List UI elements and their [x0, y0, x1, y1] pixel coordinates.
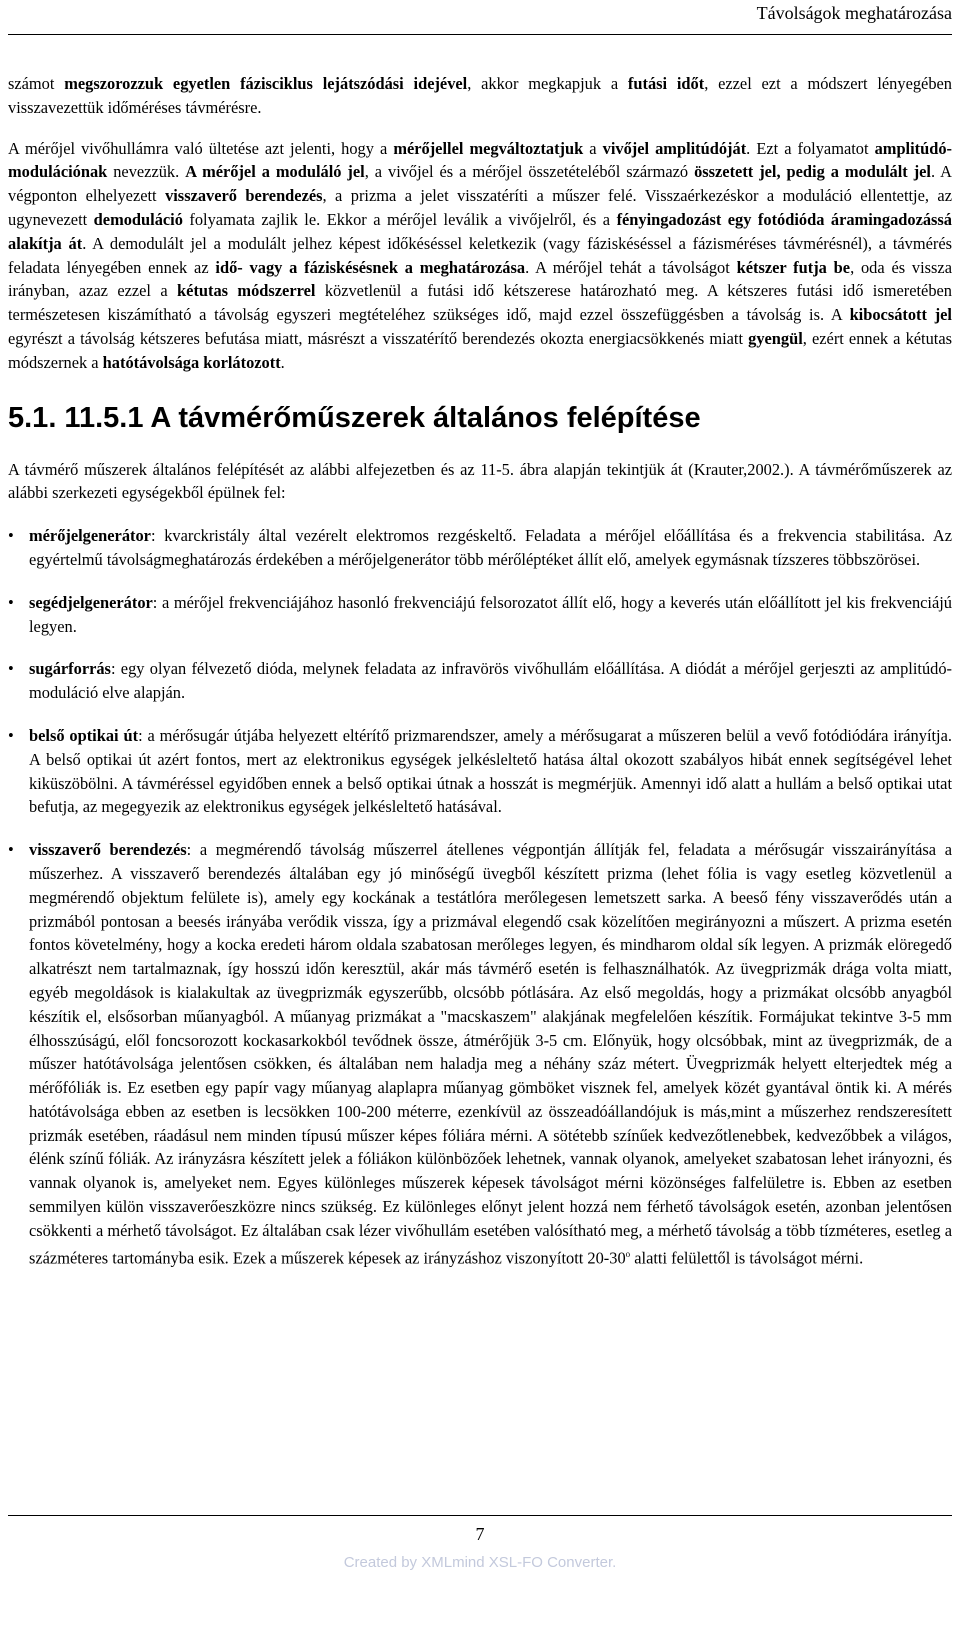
text-run: . A mérőjel tehát a távolságot [525, 257, 737, 277]
page-header [8, 0, 952, 35]
bold-term: gyengül [748, 328, 803, 348]
bold-term: segédjelgenerátor [29, 592, 153, 612]
bold-term: demoduláció [93, 209, 183, 229]
text-run: számot [8, 74, 65, 93]
bold-term: mérőjellel megváltoztatjuk [393, 138, 584, 158]
component-list [8, 524, 952, 1270]
list-item [8, 524, 952, 572]
superscript-text: o [625, 1248, 631, 1259]
text-run: A mérőjel vivőhullámra való ültetése azt jelenti, hogy a [8, 138, 394, 158]
bold-term: belső optikai út [29, 725, 139, 745]
text-run: a [583, 138, 603, 158]
generator-credit: Created by XMLmind XSL-FO Converter. [343, 1554, 617, 1571]
text-run: . A demodulált jel a modulált jelhez képest időkéséssel keletkezik (vagy fáziskéséssel a fázisméréses távmérésnél), a távmérés feladata lényegében ennek az [8, 233, 952, 277]
list-item [8, 591, 952, 639]
bold-term: sugárforrás [29, 659, 111, 679]
text-run: , a vivőjel és a mérőjel összetételéből származó [364, 162, 695, 182]
bold-term: amplitúdó-modulációnak [8, 138, 953, 182]
text-run: folyamata zajlik le. Ekkor a mérőjel leválik a vivőjelről, és a [182, 209, 617, 229]
text-run: közvetlenül a futási idő kétszerese határozható meg. A kétszeres futási idő ismeretében természetesen kiszámítható a távolság egyszeri megtételéhez szükséges idő, majd ezzel összefüggésben a távolság is. A [8, 281, 952, 325]
list-item [8, 657, 952, 705]
text-run: : a mérőjel frekvenciájához hasonló frekvenciájú felsorozatot állít elő, hogy a keverés után előállított jel kis frekvenciájú legyen. [29, 592, 952, 636]
text-run: alatti felülettől is távolságot mérni. [630, 1248, 864, 1268]
text-run: . Ezt a folyamatot [746, 138, 875, 158]
text-run: , ezért ennek a kétutas módszernek a [8, 328, 952, 372]
bold-term: futási időt [627, 74, 705, 93]
bold-term: kibocsátott jel [849, 305, 952, 325]
text-run: : egy olyan félvezető dióda, melynek feladata az infravörös vivőhullám előállítása. A diódát a mérőjel gerjeszti az amplitúdó-moduláció elve alapján. [29, 659, 952, 703]
bold-term: A mérőjel a moduláló jel [185, 162, 365, 182]
bold-term: visszaverő berendezés [165, 186, 323, 206]
page-content [8, 72, 952, 1270]
bullet-icon: • [8, 592, 14, 612]
bold-term: idő- vagy a fáziskésésnek a meghatározása [215, 257, 526, 277]
text-run: , a prizma a jelet visszatéríti a műszer felé. Visszaérkezéskor a moduláció ellentettje, az ugynevezett [8, 186, 952, 229]
bold-term: fényingadozást egy fotódióda áramingadozássá alakítja át [8, 209, 953, 253]
bold-term: kétutas módszerrel [177, 281, 316, 301]
text-run: egyrészt a távolság kétszeres befutása miatt, másrészt a visszatérítő berendezés okozta energiacsökkenés miatt [8, 328, 749, 348]
paragraph-continuation [8, 72, 952, 120]
bullet-icon: • [8, 840, 14, 860]
page-number: 7 [475, 1524, 485, 1544]
paragraph-modulation [8, 137, 952, 375]
bold-term: mérőjelgenerátor [29, 526, 151, 546]
bold-term: hatótávolsága korlátozott [102, 352, 281, 372]
text-run: nevezzük. [107, 162, 186, 182]
bold-term: kétszer futja be [736, 257, 851, 277]
text-run: . [280, 352, 285, 372]
bold-term: visszaverő berendezés [29, 840, 187, 860]
text-run: , oda és vissza irányban, azaz ezzel a [8, 257, 952, 301]
text-run: , akkor megkapjuk a [467, 74, 628, 93]
bold-term: megszorozzuk egyetlen fázisciklus lejátszódási idejével [64, 74, 468, 93]
bullet-icon: • [8, 659, 14, 679]
text-run: : a megmérendő távolság műszerrel átellenes végpontján állítják fel, feladata a mérősugár visszairányítása a műszerhez. A visszaverő berendezés általában egy jó minőségű üvegből készített prizma (lehet fólia is vagy esetleg közvetlenül a megmérendő objektum felülete is), amely egy kockának a testátlóra merőlegesen lemetszett sarka. A beeső fény visszaverődés után a prizmából pontosan a beesés irányába verődik vissza, így a prizmával elegendő csak közelítően megirányozni a műszert. A prizma esetén fontos követelmény, hogy a kocka eredeti három oldala szabatosan merőleges legyen, és mindharom oldal sík legyen. A prizmák elöregedő alkatrészt nem tartalmaznak, így hosszú időn keresztül, akár más távmérő esetén is felhasználhatók. Az üvegprizmák drága volta miatt, egyéb megoldások is kialakultak az üvegprizmák egyszerűbb, olcsóbb pótlására. Az első megoldás, hogy a prizmákat olcsóbb anyagból készítik el, elsősorban műanyagból. A műanyag prizmákat a "macskaszem" alakjának megfelelően készítik. Formájukat tekintve 3-5 mm élhosszúságú, elől foncsorozott kockasarkokból tevődnek össze, átmérőjük 3-5 cm. Előnyük, hogy olcsóbbak, mint az üvegprizmák, de a műszer hatótávolsága jelentősen csökken, és általában nem haladja meg a néhány száz métert. Üvegprizmák helyett elterjedtek még a mérőfóliák is. Ez esetben egy papír vagy műanyag alaplapra műanyag gömböket visznek fel, amelyek közét gyantával öntik ki. A mérés hatótávolsága ebben az esetben is lecsökken 100-200 méterre, ezenkívül az összeadóállandójuk is más,mint a műszerhez rendszeresített prizmák esetében, ráadásul nem minden típusú műszer képes fóliára mérni. A sötétebb színűek kedvezőtlenebbek, kedvezőbbek a világos, élénk színű fóliák. Az irányzásra készített jelek a fóliákon különbözőek lehetnek, vannak olyanok, amelyeket szabatosan lehet irányozni, és vannak olyanok is, amelyeket nem. Egyes különleges műszerek képesek távolságot mérni közönséges falfelületre is. Ebben az esetben semmilyen külön visszaverőeszközre nincs szükség. Ez különleges előnyt jelent hozzá nem férhető távolságok esetén, azonban jelentősen csökkenti a mérhető távolságot. Ez általában csak lézer vivőhullám esetében valósítható meg, a mérhető távolság a több tízméteres, esetleg a százméteres tartományba esik. Ezek a műszerek képesek az irányzáshoz viszonyított 20-30 [29, 840, 952, 1268]
list-item [8, 838, 952, 1270]
page-footer [8, 1515, 952, 1571]
bullet-icon: • [8, 725, 14, 745]
list-item [8, 724, 952, 819]
text-run: , ezzel ezt a módszert lényegében visszavezettük időméréses távmérésre. [8, 74, 952, 117]
bullet-icon: • [8, 526, 14, 546]
section-intro: A távmérő műszerek általános felépítését az alábbi alfejezetben és az 11-5. ábra alapján tekintjük át (Krauter,2002.). A távmérőműszerek az alábbi szerkezeti egységekből épülnek fel: [8, 459, 952, 503]
section-heading: 5.1. 11.5.1 A távmérőműszerek általános felépítése [8, 401, 701, 434]
bold-term: összetett jel, pedig a modulált jel [694, 162, 931, 182]
text-run: : kvarckristály által vezérelt elektromos rezgéskeltő. Feladata a mérőjel előállítása és a frekvencia stabilitása. Az egyértelmű távolságmeghatározás érdekében a mérőjelgenerátor több mérőléptéket állít elő, amelyek egymásnak tízszeres többszörösei. [29, 526, 952, 569]
text-run: . A végponton elhelyezett [8, 162, 952, 206]
running-header-title: Távolságok meghatározása [756, 3, 952, 23]
text-run: : a mérősugár útjába helyezett eltérítő prizmarendszer, amely a mérősugarat a műszeren belül a vevő fotódiódára irányítja. A belső optikai út azért fontos, mert az elektronikus egységek jelkésleltető hatása által okozott szabályos hibát ennek segítségével lehet kiküszöbölni. A távméréssel egyidőben ennek a belső optikai útnak a hosszát is megmérjük. Amennyi idő alatt a hullám a belső optikai utat befutja, az megegyezik az elektronikus egységek jelkésleltető hatásával. [29, 725, 952, 817]
bold-term: vivőjel amplitúdóját [602, 138, 747, 158]
